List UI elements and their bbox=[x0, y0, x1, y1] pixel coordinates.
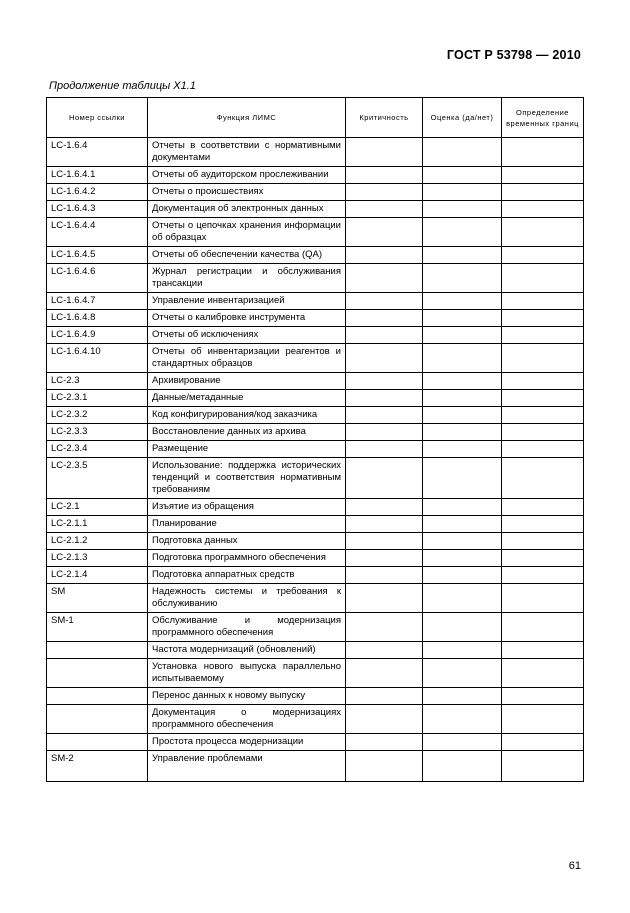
assessment-cell bbox=[423, 499, 502, 516]
ref-number-cell: LC-2.3.3 bbox=[47, 424, 148, 441]
timeframe-cell bbox=[502, 584, 584, 613]
ref-number-cell: LC-2.3.5 bbox=[47, 458, 148, 499]
table-row bbox=[47, 184, 584, 201]
timeframe-cell bbox=[502, 218, 584, 247]
ref-number-cell: LC-1.6.4.9 bbox=[47, 327, 148, 344]
criticality-cell bbox=[346, 533, 423, 550]
ref-number-cell: LC-1.6.4.7 bbox=[47, 293, 148, 310]
assessment-cell bbox=[423, 424, 502, 441]
table-row bbox=[47, 138, 584, 167]
timeframe-cell bbox=[502, 458, 584, 499]
criticality-cell bbox=[346, 218, 423, 247]
assessment-cell bbox=[423, 167, 502, 184]
lims-function-cell: Обслуживание и модернизация программного обеспечения bbox=[148, 613, 346, 642]
table-row bbox=[47, 344, 584, 373]
assessment-cell bbox=[423, 567, 502, 584]
criticality-cell bbox=[346, 688, 423, 705]
timeframe-cell bbox=[502, 516, 584, 533]
criticality-cell bbox=[346, 138, 423, 167]
criticality-cell bbox=[346, 516, 423, 533]
timeframe-cell bbox=[502, 705, 584, 734]
table-row bbox=[47, 218, 584, 247]
lims-function-cell: Управление инвентаризацией bbox=[148, 293, 346, 310]
lims-function-cell: Документация о модернизациях программного обеспечения bbox=[148, 705, 346, 734]
table-row bbox=[47, 550, 584, 567]
ref-number-cell: SM-2 bbox=[47, 751, 148, 782]
criticality-cell bbox=[346, 458, 423, 499]
assessment-cell bbox=[423, 138, 502, 167]
timeframe-cell bbox=[502, 373, 584, 390]
table-row bbox=[47, 247, 584, 264]
table-row bbox=[47, 167, 584, 184]
timeframe-cell bbox=[502, 688, 584, 705]
table-continuation-caption: Продолжение таблицы X1.1 bbox=[49, 80, 196, 92]
assessment-cell bbox=[423, 659, 502, 688]
criticality-cell bbox=[346, 567, 423, 584]
timeframe-cell bbox=[502, 407, 584, 424]
ref-number-cell: LC-2.3 bbox=[47, 373, 148, 390]
table-row bbox=[47, 516, 584, 533]
assessment-cell bbox=[423, 751, 502, 782]
timeframe-cell bbox=[502, 138, 584, 167]
assessment-cell bbox=[423, 373, 502, 390]
ref-number-cell bbox=[47, 705, 148, 734]
lims-function-cell: Отчеты об исключениях bbox=[148, 327, 346, 344]
lims-function-cell: Данные/метаданные bbox=[148, 390, 346, 407]
table-row bbox=[47, 688, 584, 705]
ref-number-cell: LC-1.6.4.6 bbox=[47, 264, 148, 293]
timeframe-cell bbox=[502, 184, 584, 201]
table-row bbox=[47, 613, 584, 642]
timeframe-cell bbox=[502, 499, 584, 516]
assessment-cell bbox=[423, 550, 502, 567]
column-header-assessment: Оценка (да/нет) bbox=[423, 98, 502, 138]
lims-function-cell: Восстановление данных из архива bbox=[148, 424, 346, 441]
ref-number-cell: LC-2.1.4 bbox=[47, 567, 148, 584]
criticality-cell bbox=[346, 264, 423, 293]
assessment-cell bbox=[423, 390, 502, 407]
timeframe-cell bbox=[502, 424, 584, 441]
table-row bbox=[47, 390, 584, 407]
ref-number-cell: LC-1.6.4 bbox=[47, 138, 148, 167]
lims-function-cell: Отчеты о происшествиях bbox=[148, 184, 346, 201]
lims-function-cell: Надежность системы и требования к обслуживанию bbox=[148, 584, 346, 613]
assessment-cell bbox=[423, 247, 502, 264]
criticality-cell bbox=[346, 327, 423, 344]
lims-function-cell: Частота модернизаций (обновлений) bbox=[148, 642, 346, 659]
assessment-cell bbox=[423, 293, 502, 310]
table-row bbox=[47, 458, 584, 499]
assessment-cell bbox=[423, 264, 502, 293]
lims-function-cell: Подготовка аппаратных средств bbox=[148, 567, 346, 584]
page-number: 61 bbox=[568, 860, 581, 872]
criticality-cell bbox=[346, 499, 423, 516]
timeframe-cell bbox=[502, 734, 584, 751]
lims-function-cell: Отчеты об обеспечении качества (QA) bbox=[148, 247, 346, 264]
criticality-cell bbox=[346, 584, 423, 613]
ref-number-cell: LC-1.6.4.3 bbox=[47, 201, 148, 218]
timeframe-cell bbox=[502, 247, 584, 264]
timeframe-cell bbox=[502, 642, 584, 659]
ref-number-cell: LC-2.1 bbox=[47, 499, 148, 516]
ref-number-cell: LC-2.1.1 bbox=[47, 516, 148, 533]
criticality-cell bbox=[346, 642, 423, 659]
timeframe-cell bbox=[502, 567, 584, 584]
table-header-row bbox=[47, 98, 584, 138]
timeframe-cell bbox=[502, 751, 584, 782]
column-header-timeframe: Определение временных границ bbox=[502, 98, 584, 138]
criticality-cell bbox=[346, 424, 423, 441]
table-row bbox=[47, 373, 584, 390]
timeframe-cell bbox=[502, 533, 584, 550]
lims-function-cell: Отчеты о калибровке инструмента bbox=[148, 310, 346, 327]
ref-number-cell: LC-2.1.3 bbox=[47, 550, 148, 567]
table-row bbox=[47, 659, 584, 688]
lims-function-cell: Использование: поддержка исторических тенденций и соответствия нормативным требованиям bbox=[148, 458, 346, 499]
assessment-cell bbox=[423, 458, 502, 499]
ref-number-cell: LC-1.6.4.10 bbox=[47, 344, 148, 373]
table-body bbox=[47, 138, 584, 782]
lims-function-cell: Отчеты об аудиторском прослеживании bbox=[148, 167, 346, 184]
standard-header: ГОСТ Р 53798 — 2010 bbox=[446, 48, 581, 62]
ref-number-cell: LC-2.3.1 bbox=[47, 390, 148, 407]
requirements-table bbox=[46, 97, 584, 782]
table-row bbox=[47, 424, 584, 441]
table-row bbox=[47, 201, 584, 218]
table-row bbox=[47, 407, 584, 424]
column-header-ref: Номер ссылки bbox=[47, 98, 148, 138]
timeframe-cell bbox=[502, 441, 584, 458]
assessment-cell bbox=[423, 533, 502, 550]
criticality-cell bbox=[346, 247, 423, 264]
ref-number-cell: LC-2.1.2 bbox=[47, 533, 148, 550]
assessment-cell bbox=[423, 441, 502, 458]
ref-number-cell bbox=[47, 688, 148, 705]
lims-function-cell: Отчеты о цепочках хранения информации об образцах bbox=[148, 218, 346, 247]
criticality-cell bbox=[346, 407, 423, 424]
criticality-cell bbox=[346, 705, 423, 734]
column-header-function: Функция ЛИМС bbox=[148, 98, 346, 138]
table-row bbox=[47, 327, 584, 344]
ref-number-cell: LC-1.6.4.4 bbox=[47, 218, 148, 247]
timeframe-cell bbox=[502, 167, 584, 184]
timeframe-cell bbox=[502, 550, 584, 567]
assessment-cell bbox=[423, 642, 502, 659]
criticality-cell bbox=[346, 373, 423, 390]
lims-function-cell: Управление проблемами bbox=[148, 751, 346, 782]
timeframe-cell bbox=[502, 390, 584, 407]
lims-function-cell: Размещение bbox=[148, 441, 346, 458]
timeframe-cell bbox=[502, 327, 584, 344]
lims-function-cell: Отчеты об инвентаризации реагентов и стандартных образцов bbox=[148, 344, 346, 373]
ref-number-cell: LC-2.3.4 bbox=[47, 441, 148, 458]
criticality-cell bbox=[346, 751, 423, 782]
lims-function-cell: Отчеты в соответствии с нормативными документами bbox=[148, 138, 346, 167]
table-row bbox=[47, 310, 584, 327]
assessment-cell bbox=[423, 407, 502, 424]
assessment-cell bbox=[423, 516, 502, 533]
ref-number-cell bbox=[47, 734, 148, 751]
criticality-cell bbox=[346, 344, 423, 373]
ref-number-cell: SM bbox=[47, 584, 148, 613]
assessment-cell bbox=[423, 310, 502, 327]
assessment-cell bbox=[423, 613, 502, 642]
lims-function-cell: Перенос данных к новому выпуску bbox=[148, 688, 346, 705]
table-row bbox=[47, 499, 584, 516]
table-row bbox=[47, 293, 584, 310]
ref-number-cell: LC-1.6.4.5 bbox=[47, 247, 148, 264]
timeframe-cell bbox=[502, 310, 584, 327]
criticality-cell bbox=[346, 167, 423, 184]
criticality-cell bbox=[346, 613, 423, 642]
timeframe-cell bbox=[502, 613, 584, 642]
timeframe-cell bbox=[502, 344, 584, 373]
lims-function-cell: Планирование bbox=[148, 516, 346, 533]
table-row bbox=[47, 642, 584, 659]
assessment-cell bbox=[423, 734, 502, 751]
lims-function-cell: Простота процесса модернизации bbox=[148, 734, 346, 751]
assessment-cell bbox=[423, 584, 502, 613]
table-row bbox=[47, 734, 584, 751]
lims-function-cell: Подготовка программного обеспечения bbox=[148, 550, 346, 567]
assessment-cell bbox=[423, 218, 502, 247]
ref-number-cell bbox=[47, 642, 148, 659]
lims-function-cell: Изъятие из обращения bbox=[148, 499, 346, 516]
table-row bbox=[47, 584, 584, 613]
criticality-cell bbox=[346, 441, 423, 458]
assessment-cell bbox=[423, 688, 502, 705]
criticality-cell bbox=[346, 310, 423, 327]
lims-function-cell: Журнал регистрации и обслуживания трансакции bbox=[148, 264, 346, 293]
ref-number-cell: LC-1.6.4.2 bbox=[47, 184, 148, 201]
lims-function-cell: Код конфигурирования/код заказчика bbox=[148, 407, 346, 424]
table-row bbox=[47, 705, 584, 734]
ref-number-cell: LC-1.6.4.8 bbox=[47, 310, 148, 327]
lims-function-cell: Установка нового выпуска параллельно испытываемому bbox=[148, 659, 346, 688]
lims-function-cell: Документация об электронных данных bbox=[148, 201, 346, 218]
column-header-criticality: Критичность bbox=[346, 98, 423, 138]
criticality-cell bbox=[346, 659, 423, 688]
criticality-cell bbox=[346, 201, 423, 218]
assessment-cell bbox=[423, 344, 502, 373]
criticality-cell bbox=[346, 390, 423, 407]
criticality-cell bbox=[346, 734, 423, 751]
timeframe-cell bbox=[502, 264, 584, 293]
ref-number-cell: SM-1 bbox=[47, 613, 148, 642]
lims-function-cell: Подготовка данных bbox=[148, 533, 346, 550]
criticality-cell bbox=[346, 293, 423, 310]
table-row bbox=[47, 751, 584, 782]
timeframe-cell bbox=[502, 293, 584, 310]
ref-number-cell bbox=[47, 659, 148, 688]
timeframe-cell bbox=[502, 201, 584, 218]
table-row bbox=[47, 567, 584, 584]
criticality-cell bbox=[346, 550, 423, 567]
criticality-cell bbox=[346, 184, 423, 201]
assessment-cell bbox=[423, 201, 502, 218]
assessment-cell bbox=[423, 184, 502, 201]
lims-function-cell: Архивирование bbox=[148, 373, 346, 390]
table-row bbox=[47, 533, 584, 550]
ref-number-cell: LC-1.6.4.1 bbox=[47, 167, 148, 184]
timeframe-cell bbox=[502, 659, 584, 688]
table-row bbox=[47, 441, 584, 458]
table-row bbox=[47, 264, 584, 293]
assessment-cell bbox=[423, 327, 502, 344]
ref-number-cell: LC-2.3.2 bbox=[47, 407, 148, 424]
assessment-cell bbox=[423, 705, 502, 734]
